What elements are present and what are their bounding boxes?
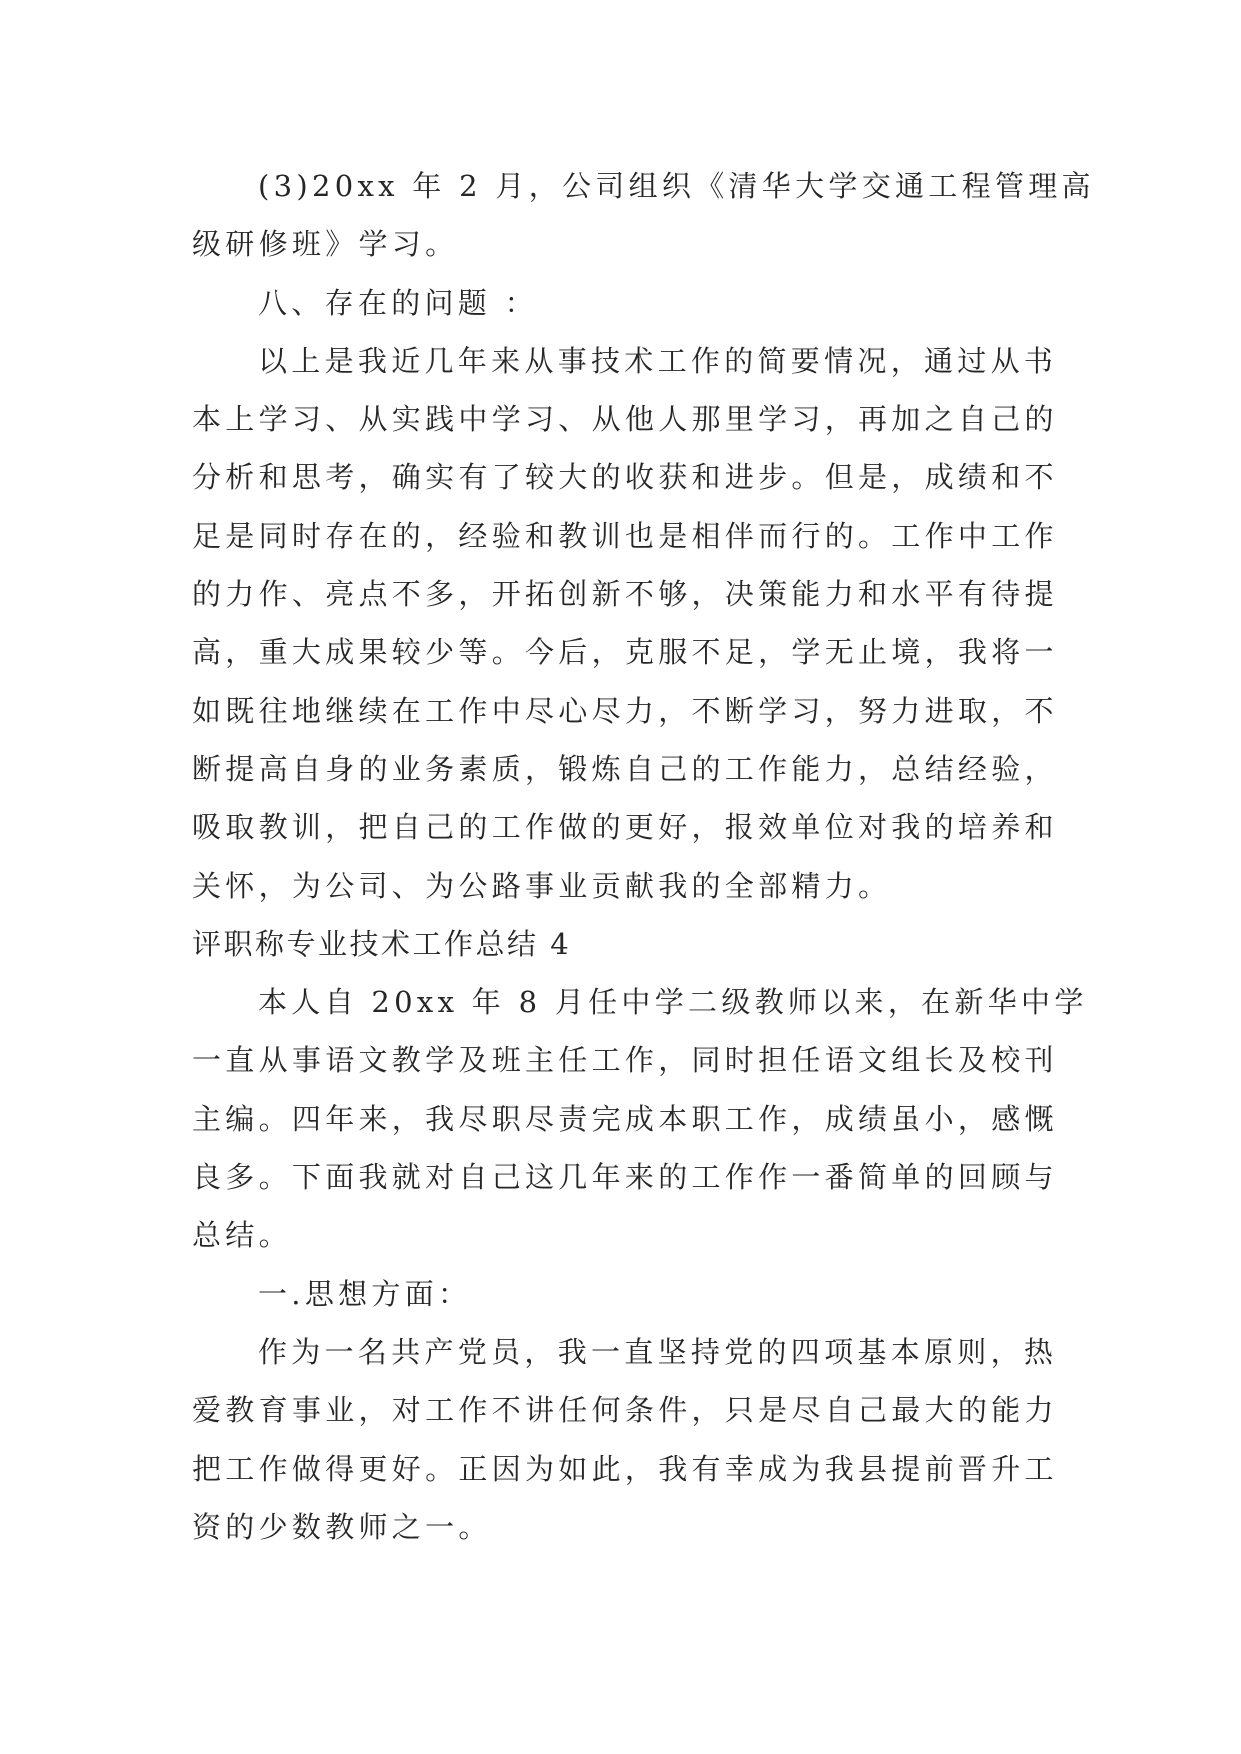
paragraph-line: 总结。 <box>192 1218 292 1253</box>
document-body <box>192 157 1095 1556</box>
paragraph-line: 断提高自身的业务素质，锻炼自己的工作能力，总结经验， <box>192 751 1058 786</box>
section-heading: 一.思想方面： <box>258 1276 472 1311</box>
paragraph-line: 良多。下面我就对自己这几年来的工作作一番简单的回顾与 <box>192 1160 1058 1195</box>
paragraph-line: 如既往地继续在工作中尽心尽力，不断学习，努力进取，不 <box>192 693 1058 728</box>
paragraph-line: 本人自 20xx 年 8 月任中学二级教师以来，在新华中学 <box>258 985 1088 1020</box>
paragraph-line: 爱教育事业，对工作不讲任何条件，只是尽自己最大的能力 <box>192 1393 1058 1428</box>
paragraph-line: 足是同时存在的，经验和教训也是相伴而行的。工作中工作 <box>192 518 1058 553</box>
paragraph-line: 把工作做得更好。正因为如此，我有幸成为我县提前晋升工 <box>192 1451 1058 1486</box>
document-title: 评职称专业技术工作总结 4 <box>192 926 572 961</box>
paragraph-line: 吸取教训，把自己的工作做的更好，报效单位对我的培养和 <box>192 810 1058 845</box>
paragraph-line: 作为一名共产党员，我一直坚持党的四项基本原则，热 <box>258 1334 1058 1369</box>
paragraph-line: (3)20xx 年 2 月，公司组织《清华大学交通工程管理高 <box>258 169 1095 203</box>
paragraph-line: 关怀，为公司、为公路事业贡献我的全部精力。 <box>192 868 892 903</box>
paragraph-line: 级研修班》学习。 <box>192 227 459 262</box>
paragraph-line: 一直从事语文教学及班主任工作，同时担任语文组长及校刊 <box>192 1043 1058 1078</box>
paragraph-line: 以上是我近几年来从事技术工作的简要情况，通过从书 <box>258 343 1058 378</box>
paragraph-line: 本上学习、从实践中学习、从他人那里学习，再加之自己的 <box>192 402 1058 437</box>
paragraph-line: 资的少数教师之一。 <box>192 1509 492 1544</box>
paragraph-line: 高，重大成果较少等。今后，克服不足，学无止境，我将一 <box>192 635 1058 670</box>
paragraph-line: 主编。四年来，我尽职尽责完成本职工作，成绩虽小，感慨 <box>192 1101 1058 1136</box>
paragraph-line: 的力作、亮点不多，开拓创新不够，决策能力和水平有待提 <box>192 577 1058 612</box>
section-heading: 八、存在的问题 ： <box>258 285 538 320</box>
paragraph-line: 分析和思考，确实有了较大的收获和进步。但是，成绩和不 <box>192 460 1058 495</box>
